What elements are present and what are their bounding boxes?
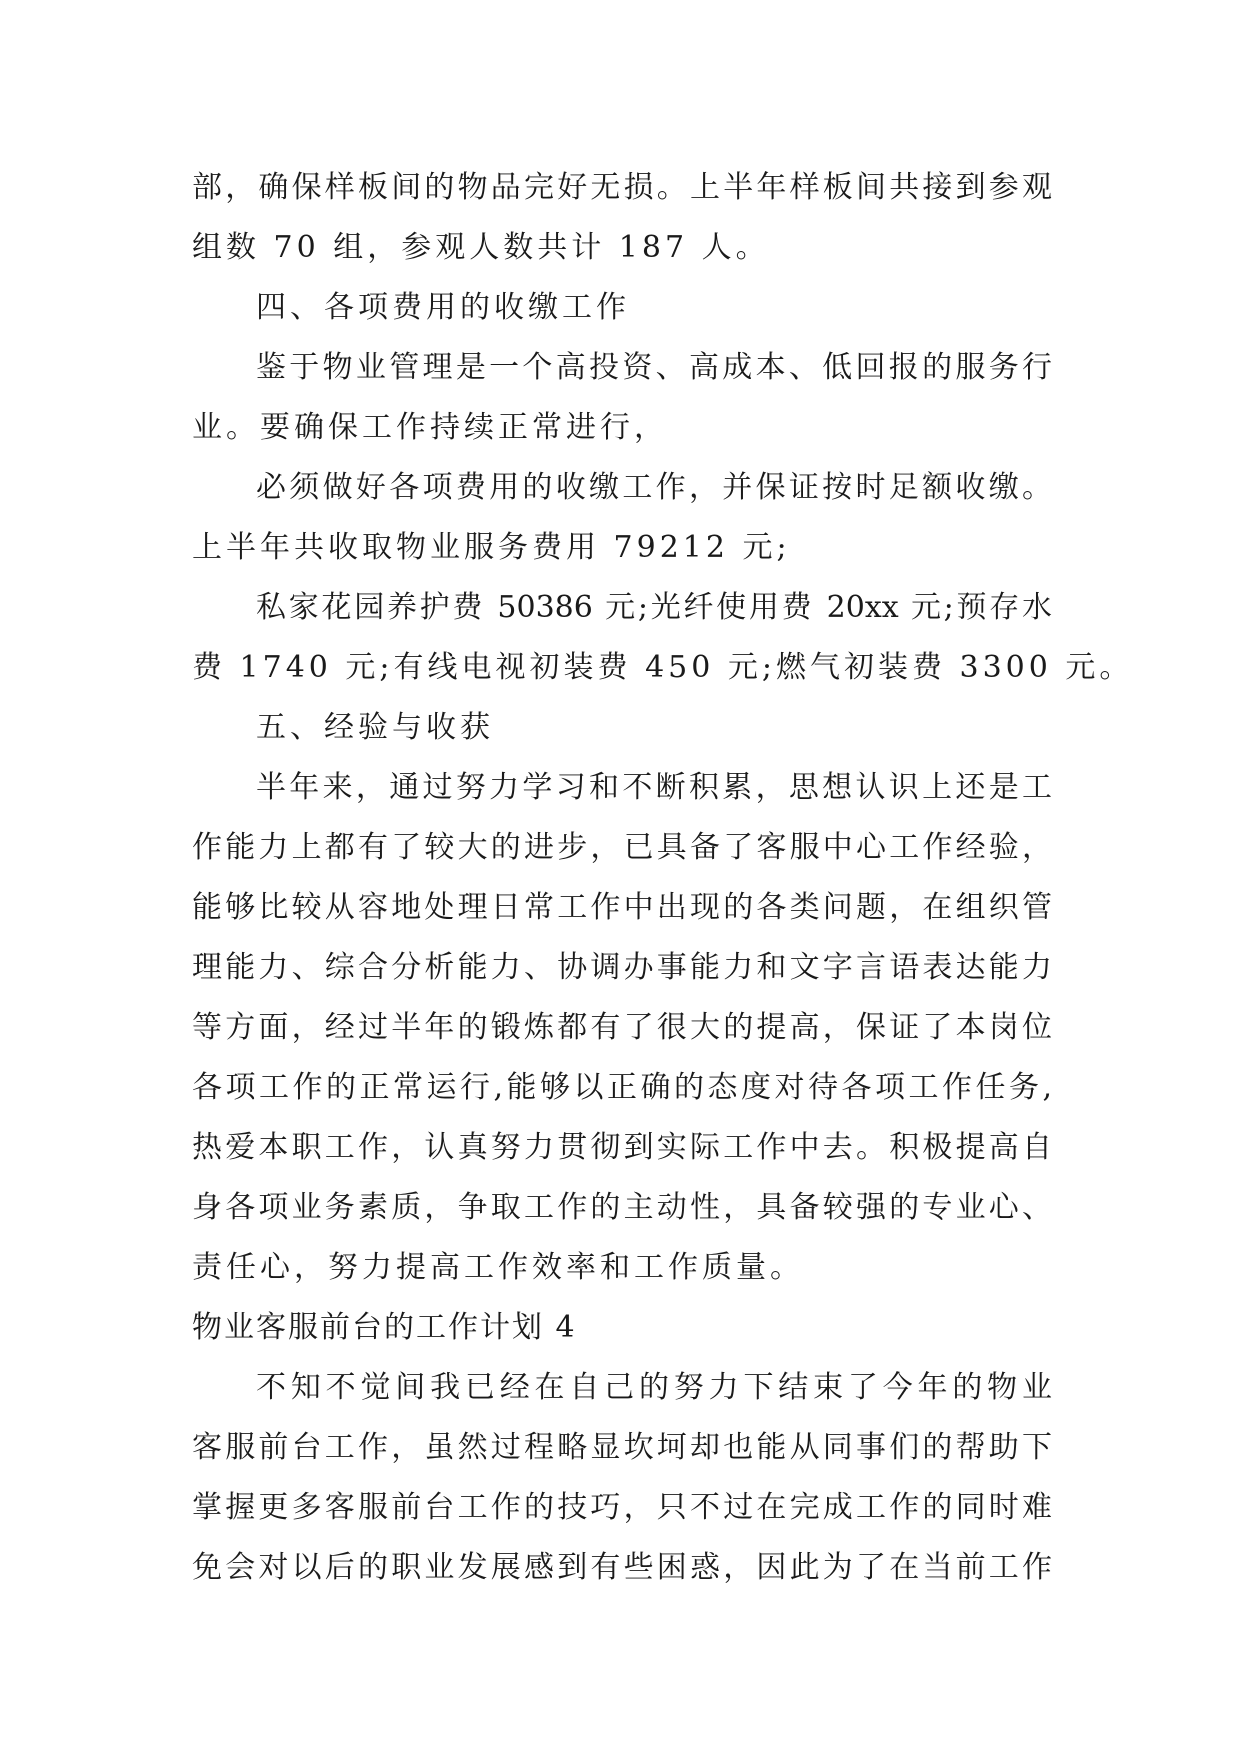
paragraph-line: 热爱本职工作，认真努力贯彻到实际工作中去。积极提高自 xyxy=(192,1130,1052,1165)
paragraph-line: 掌握更多客服前台工作的技巧，只不过在完成工作的同时难 xyxy=(192,1490,1052,1525)
document-body xyxy=(192,158,1134,1598)
paragraph-line: 客服前台工作，虽然过程略显坎坷却也能从同事们的帮助下 xyxy=(192,1430,1052,1465)
paragraph-line: 鉴于物业管理是一个高投资、高成本、低回报的服务行 xyxy=(256,350,1052,385)
section-heading: 五、经验与收获 xyxy=(256,710,494,745)
paragraph-line: 组数 70 组，参观人数共计 187 人。 xyxy=(192,230,770,265)
paragraph-line: 理能力、综合分析能力、协调办事能力和文字言语表达能力 xyxy=(192,950,1052,985)
paragraph-line: 私家花园养护费 50386 元;光纤使用费 20xx 元;预存水 xyxy=(256,590,1052,625)
paragraph-line: 责任心，努力提高工作效率和工作质量。 xyxy=(192,1250,804,1285)
paragraph-line: 身各项业务素质，争取工作的主动性，具备较强的专业心、 xyxy=(192,1190,1052,1225)
paragraph-line: 部，确保样板间的物品完好无损。上半年样板间共接到参观 xyxy=(192,170,1052,205)
section-heading: 四、各项费用的收缴工作 xyxy=(256,290,630,325)
paragraph-line: 各项工作的正常运行,能够以正确的态度对待各项工作任务, xyxy=(192,1070,1052,1105)
paragraph-line: 业。要确保工作持续正常进行， xyxy=(192,410,668,445)
paragraph-line: 等方面，经过半年的锻炼都有了很大的提高，保证了本岗位 xyxy=(192,1010,1052,1045)
paragraph-line: 半年来，通过努力学习和不断积累，思想认识上还是工 xyxy=(256,770,1052,805)
paragraph-line: 必须做好各项费用的收缴工作，并保证按时足额收缴。 xyxy=(256,470,1052,505)
document-title: 物业客服前台的工作计划 4 xyxy=(192,1310,577,1345)
paragraph-line: 作能力上都有了较大的进步，已具备了客服中心工作经验， xyxy=(192,830,1052,865)
paragraph-line: 不知不觉间我已经在自己的努力下结束了今年的物业 xyxy=(256,1370,1052,1405)
paragraph-line: 费 1740 元;有线电视初装费 450 元;燃气初装费 3300 元。 xyxy=(192,650,1134,685)
paragraph-line: 上半年共收取物业服务费用 79212 元; xyxy=(192,530,791,565)
paragraph-line: 能够比较从容地处理日常工作中出现的各类问题，在组织管 xyxy=(192,890,1052,925)
paragraph-line: 免会对以后的职业发展感到有些困惑，因此为了在当前工作 xyxy=(192,1550,1052,1585)
